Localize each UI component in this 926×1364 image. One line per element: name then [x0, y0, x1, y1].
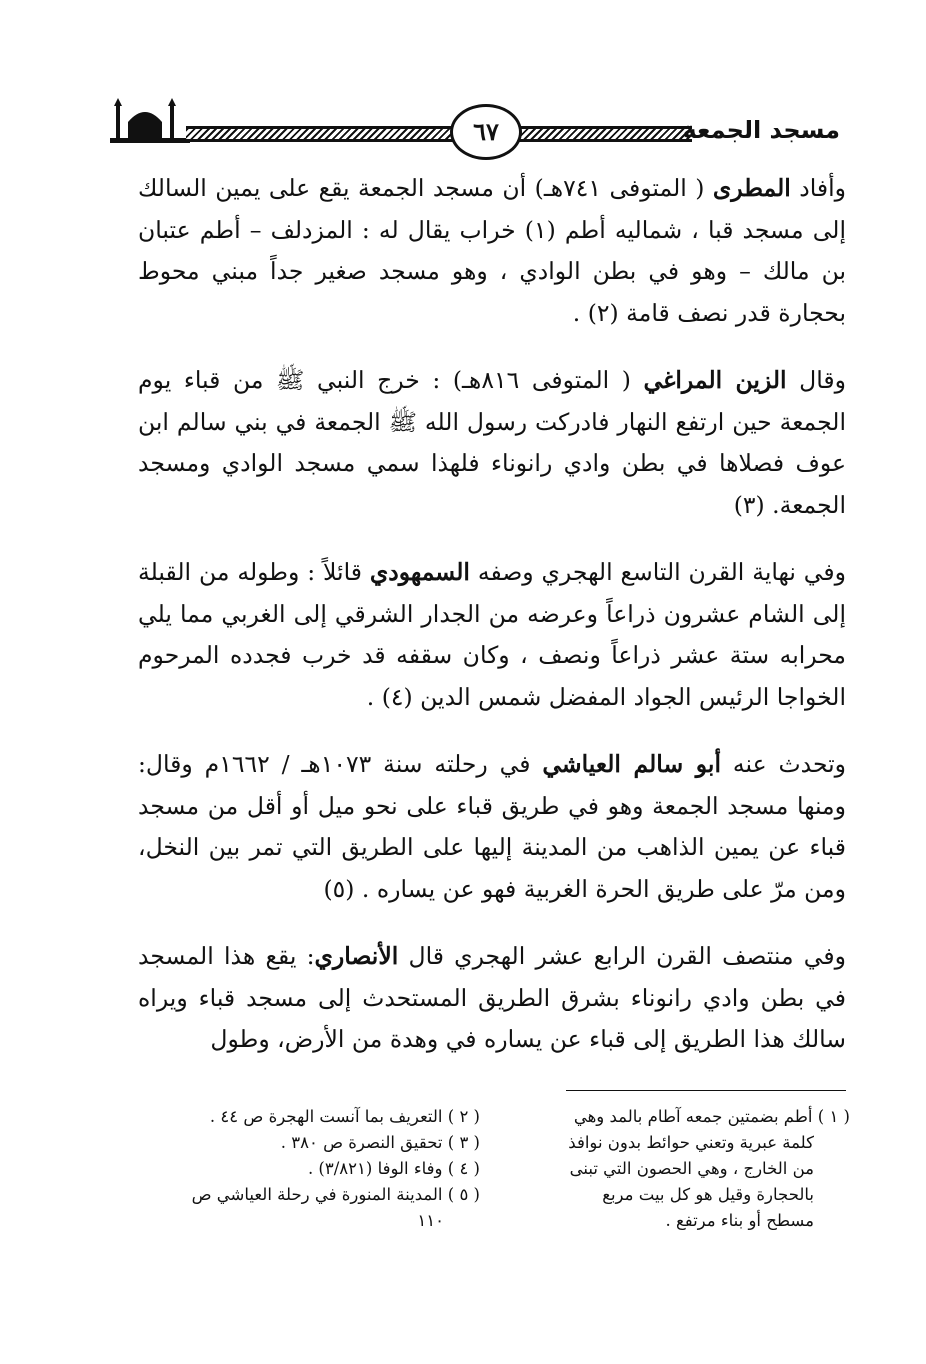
text-run: وقال: ومنها مسجد الجمعة وهو في طريق قباء على نحو ميل أو أقل من [138, 750, 846, 820]
text-run: في رحلته سنة ١٠٧٣هـ / ١٦٦٢م [204, 750, 543, 778]
text-run: وتحدث عنه [720, 750, 847, 778]
footnote-line: بالحجارة وقيل هو كل بيت مربع [602, 1185, 814, 1204]
header-ornament-right [512, 126, 692, 142]
paragraph [138, 360, 846, 526]
bold-name: المطرى [712, 174, 791, 202]
bold-name: الزين المراغي [643, 366, 787, 394]
footnote-line: ( ٥ ) المدينة المنورة في رحلة العياشي ص [191, 1185, 480, 1204]
running-title: مسجد الجمعة [682, 116, 840, 144]
text-run: من القبلة إلى الشام عشرون ذراعاً وعرضه من الجدار الشرقي إلى الغربي مما [138, 558, 846, 628]
text-run: وأفاد [790, 174, 847, 202]
text-run: ومسجد الجمعة. [138, 449, 846, 519]
paragraph [138, 168, 846, 334]
footnote-line: من الخارج ، وهي الحصون التي تبنى [569, 1159, 814, 1178]
footnote-ref: (١) [524, 215, 556, 244]
text-run: . [366, 682, 382, 711]
text-run: السالك إلى مسجد قبا ، شماليه أطم [138, 174, 846, 244]
bold-name: الأنصاري [314, 942, 399, 970]
text-run: عتبان بن مالك – وهو في بطن الوادي ، وهو مسجد صغير جداً مبني [138, 215, 846, 285]
body-text [138, 168, 846, 1087]
text-run: المرحوم الخواجا الرئيس الجواد المفضل شمس الدين [138, 641, 846, 711]
footnotes-left-column [140, 1104, 480, 1234]
paragraph [138, 552, 846, 718]
text-run: يوم الجمعة حين ارتفع النهار فادركت رسول الله ﷺ الجمعة في بني سالم [138, 366, 846, 436]
footnote-line: كلمة عبرية وتعني حوائط بدون نوافذ [568, 1133, 814, 1152]
paragraph [138, 744, 846, 910]
footnotes-right-column [510, 1104, 850, 1234]
text-run: قائلاً : وطوله [237, 558, 370, 586]
footnote-line: ( ١ ) أطم بضمتين جمعه آطام بالمد وهي [573, 1107, 850, 1126]
text-run: خراب يقال له : المزدلف – أطم [199, 215, 525, 244]
footnote-ref: (٥) [323, 874, 355, 903]
page-number: ٦٧ [450, 104, 522, 160]
bold-name: أبو سالم العياشي [542, 750, 721, 778]
footnote-line: ( ٤ ) وفاء الوفا (٣/٨٢١) . [307, 1159, 480, 1178]
bold-name: السمهودي [369, 558, 470, 586]
footnote-line: مسطح أو بناء مرتفع . [665, 1211, 814, 1230]
text-run: يلي محرابه ستة عشر ذراعاً ونصف ، وكان سقفه قد خرب فجدده [138, 599, 846, 669]
text-run: مسجد قباء عن يمين الذاهب من المدينة إليها على الطريق التي تمر بين [138, 791, 846, 861]
footnote-ref: (٣) [733, 490, 765, 519]
text-run: محوط بحجارة قدر نصف قامة [138, 257, 846, 327]
text-run: : يقع هذا [223, 942, 315, 970]
footnote-line: ( ٢ ) التعريف بما آنست الهجرة ص ٤٤ . [209, 1107, 480, 1126]
text-run: ( المتوفى ٧٤١هـ) أن مسجد الجمعة يقع على يمين [215, 174, 713, 202]
paragraph [138, 936, 846, 1061]
footnote-ref: (٤) [381, 682, 413, 711]
text-run: وفي منتصف القرن الرابع عشر الهجري قال [398, 942, 846, 970]
page-header [110, 98, 840, 168]
text-run: ابن عوف فصلاها في بطن وادي رانوناء فلهذا سمي مسجد الوادي [138, 407, 846, 477]
footnote-ref: (٢) [587, 298, 619, 327]
mosque-icon [110, 98, 190, 148]
text-run: المسجد في بطن وادي رانوناء بشرق الطريق المستحدث إلى مسجد قباء [138, 942, 846, 1012]
text-run: ( المتوفى ٨١٦هـ) : خرج النبي ﷺ من قباء [183, 366, 644, 394]
footnote-line: ١١٠ [417, 1211, 444, 1230]
header-ornament-left [186, 126, 454, 142]
text-run: ويراه سالك هذا الطريق إلى قباء عن يساره في وهدة من الأرض، وطول [138, 983, 846, 1053]
footnote-line: ( ٣ ) تحقيق النصرة ص ٣٨٠ . [280, 1133, 480, 1152]
text-run: وقال [786, 366, 846, 394]
text-run: . [572, 298, 588, 327]
footnote-divider [566, 1090, 846, 1091]
text-run: وفي نهاية القرن التاسع الهجري وصفه [469, 558, 846, 586]
text-run: النخل، ومن مرّ على طريق الحرة الغربية فهو عن يساره . [138, 833, 846, 903]
